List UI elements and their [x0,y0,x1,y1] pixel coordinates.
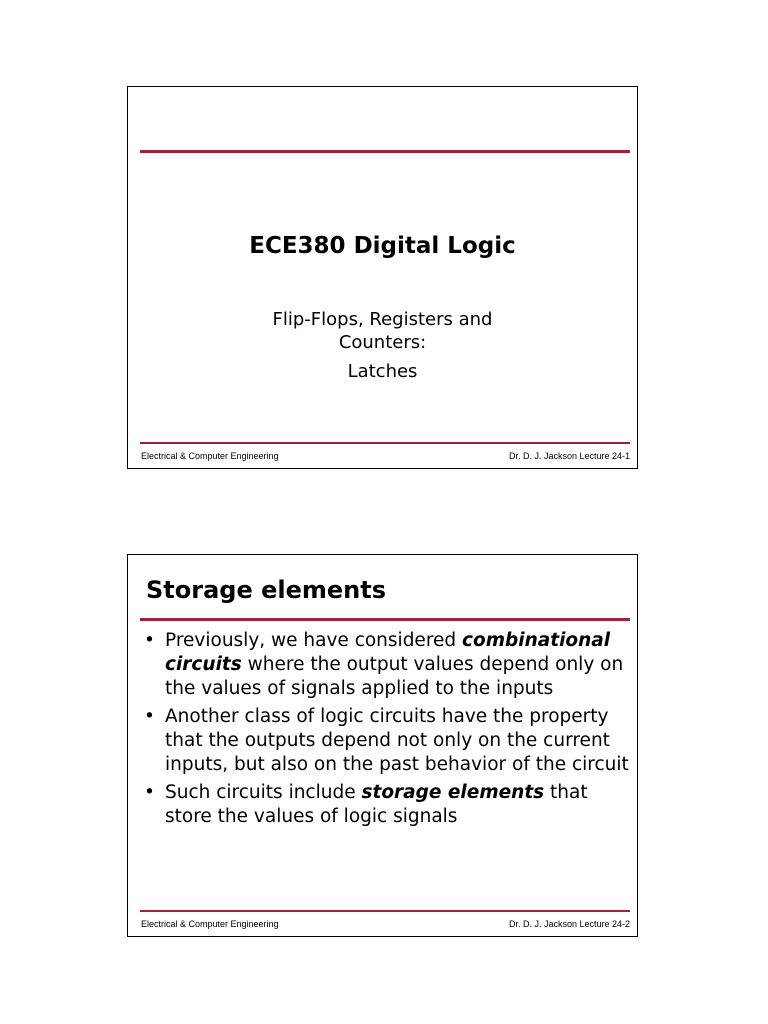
bullet-dot: • [144,630,155,651]
bullet-item-3 [142,781,631,829]
slide-2-footer-left: Electrical & Computer Engineering [141,919,279,929]
slide-2 [127,554,638,937]
slide-2-bottom-rule [140,910,630,912]
bullet-3-text-pre: Such circuits include [165,782,362,803]
slide-1-subtitle-line-1: Flip-Flops, Registers and [272,309,493,330]
bullet-3-text-post: that store the values of logic signals [165,782,588,827]
slide-1-subtitle-line-2: Counters: [338,332,427,353]
bullet-item-2 [142,705,631,777]
slide-2-top-rule [140,618,630,621]
slide-2-title: Storage elements [146,576,386,604]
slide-1-subtitle-line-3: Latches [347,361,418,382]
slide-1-top-rule [140,150,630,153]
slide-2-bullet-list [142,629,631,833]
slide-1-footer-left: Electrical & Computer Engineering [141,451,279,461]
bullet-3-emphasis: storage elements [361,782,545,803]
bullet-2-text: Another class of logic circuits have the property that the outputs depend not only on the current inputs, but also on the past behavior of the circuit [165,706,629,775]
slide-1-subtitle [128,308,637,354]
bullet-1-emphasis: combinational circuits [165,630,611,675]
slide-2-footer-right: Dr. D. J. Jackson Lecture 24-2 [508,919,630,929]
bullet-dot: • [144,782,155,803]
bullet-1-text-pre: Previously, we have considered [165,630,463,651]
bullet-item-1 [142,629,631,701]
slide-1-bottom-rule [140,442,630,444]
slide-1-footer-right: Dr. D. J. Jackson Lecture 24-1 [508,451,630,461]
slide-1-title: ECE380 Digital Logic [249,233,516,259]
slide-1 [127,86,638,469]
bullet-dot: • [144,706,155,727]
bullet-1-text-post: where the output values depend only on the values of signals applied to the inputs [165,654,624,699]
